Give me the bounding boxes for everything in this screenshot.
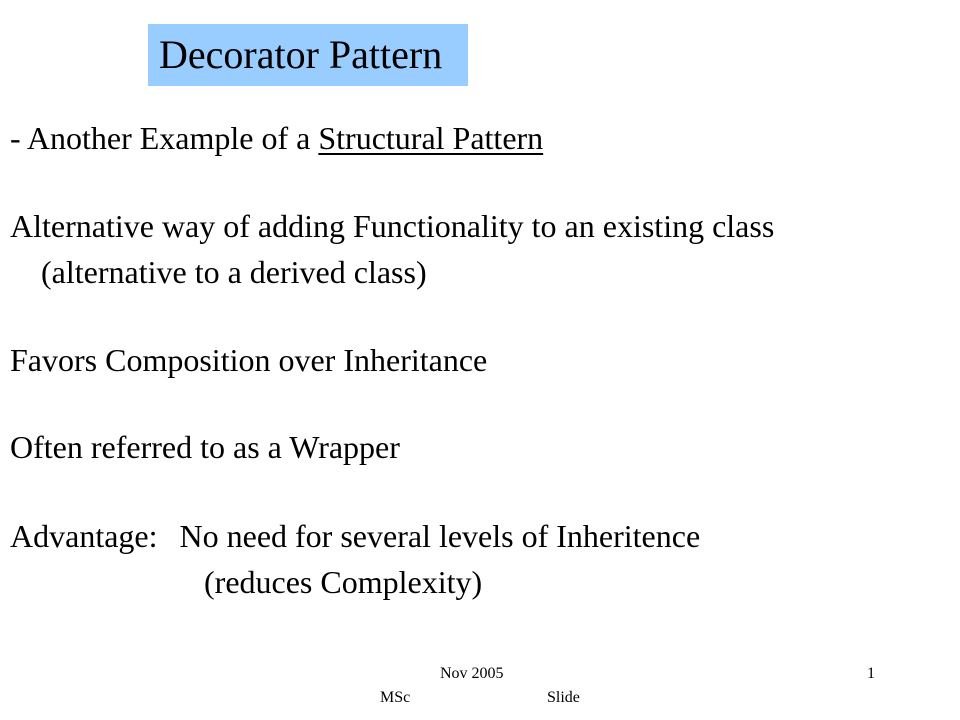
bullet-favors-composition: Favors Composition over Inheritance	[10, 342, 488, 378]
footer-page-number: 1	[867, 665, 875, 682]
advantage-text: No need for several levels of Inheritence	[179, 518, 701, 554]
bullet-prefix: - Another Example of a	[10, 120, 319, 156]
bullet-alternative-way-sub: (alternative to a derived class)	[41, 254, 427, 290]
bullet-advantage	[10, 516, 700, 556]
bullet-structural-pattern	[10, 118, 543, 158]
footer-right-label: Slide	[547, 689, 580, 706]
structural-pattern-term: Structural Pattern	[318, 120, 544, 156]
bullet-advantage-sub: (reduces Complexity)	[204, 564, 483, 600]
bullet-wrapper: Often referred to as a Wrapper	[10, 429, 400, 465]
slide-title: Decorator Pattern	[159, 32, 443, 77]
footer-date: Nov 2005	[440, 665, 504, 682]
advantage-label: Advantage:	[10, 518, 158, 554]
bullet-alternative-way: Alternative way of adding Functionality to an existing class	[10, 208, 775, 244]
footer-left-label: MSc	[380, 689, 411, 706]
